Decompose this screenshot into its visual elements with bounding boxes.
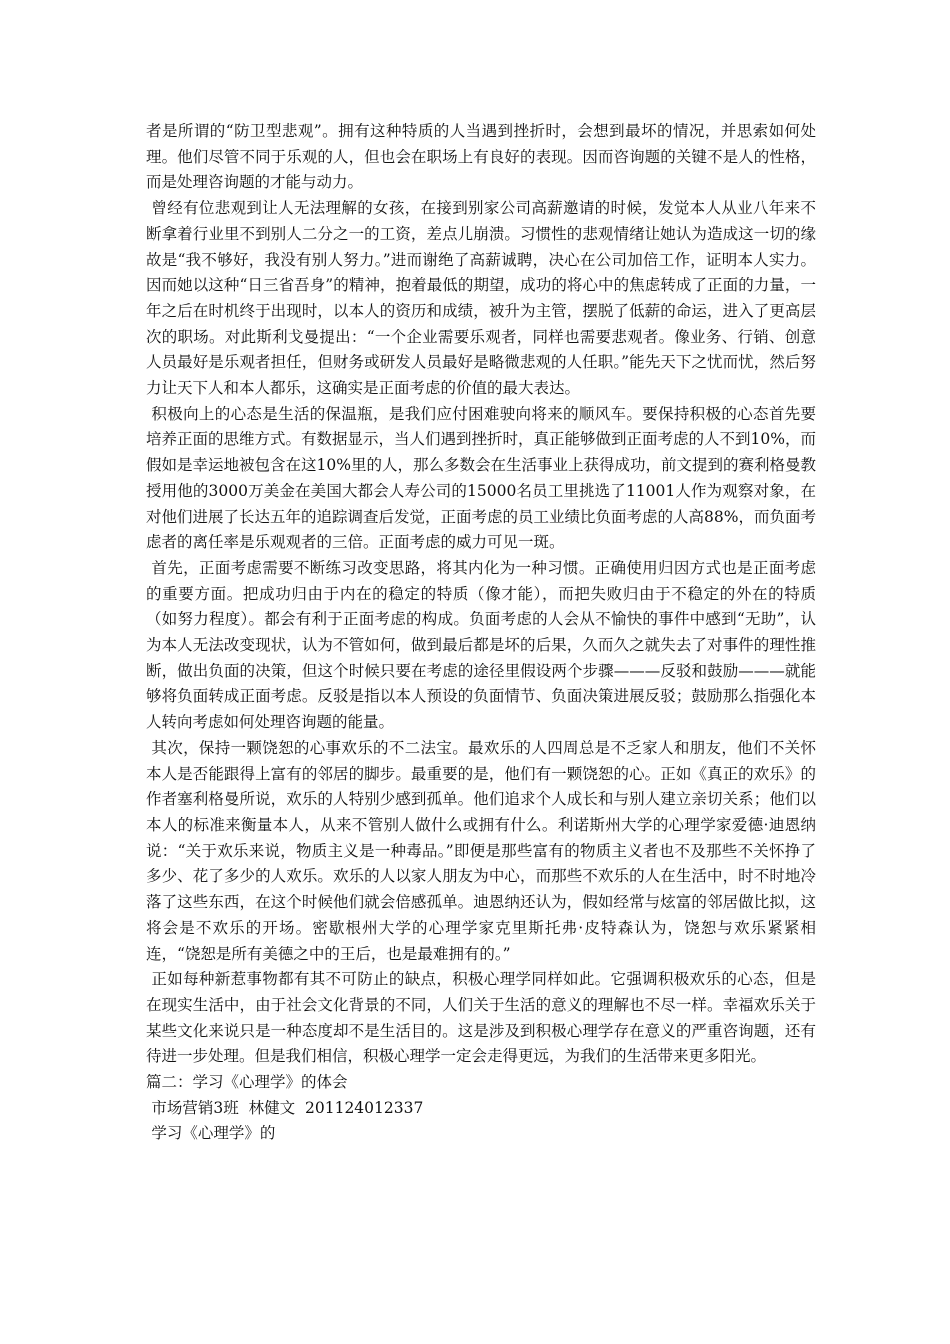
author-line: 市场营销3班 林健文 201124012337 — [151, 1098, 424, 1117]
section-title: 篇二：学习《心理学》的体会 — [146, 1073, 348, 1092]
paragraph-5: 其次，保持一颗饶恕的心事欢乐的不二法宝。最欢乐的人四周总是不乏家人和朋友，他们不关怀本人是否能跟得上富有的邻居的脚步。最重要的是，他们有一颗饶恕的心。正如《真正的欢乐》的作者塞利格曼所说，欢乐的人特别少感到孤单。他们追求个人成长和与别人建立亲切关系；他们以本人的标准来衡量本人，从来不管别人做什么或拥有什么。利诺斯州大学的心理学家爱德·迪恩纳说：“关于欢乐来说，物质主义是一种毒品。”即便是那些富有的物质主义者也不及那些不关怀挣了多少、花了多少的人欢乐。欢乐的人以家人朋友为中心，而那些不欢乐的人在生活中，时不时地冷落了这些东西，在这个时候他们就会倍感孤单。迪恩纳还认为，假如经常与炫富的邻居做比拟，这将会是不欢乐的开场。密歇根州大学的心理学家克里斯托弗·皮特森认为，饶恕与欢乐紧紧相连，“饶恕是所有美德之中的王后，也是最难拥有的。” — [146, 738, 816, 963]
last-line: 学习《心理学》的 — [151, 1124, 276, 1143]
paragraph-6: 正如每种新惹事物都有其不可防止的缺点，积极心理学同样如此。它强调积极欢乐的心态，但是在现实生活中，由于社会文化背景的不同，人们关于生活的意义的理解也不尽一样。幸福欢乐关于某些文化来说只是一种态度却不是生活目的。这是涉及到积极心理学存在意义的严重咨询题，还有待进一步处理。但是我们相信，积极心理学一定会走得更远，为我们的生活带来更多阳光。 — [146, 970, 816, 1066]
paragraph-4: 首先，正面考虑需要不断练习改变思路，将其内化为一种习惯。正确使用归因方式也是正面考虑的重要方面。把成功归由于内在的稳定的特质（像才能），而把失败归由于不稳定的外在的特质（如努力程度）。都会有利于正面考虑的构成。负面考虑的人会从不愉快的事件中感到“无助”，认为本人无法改变现状，认为不管如何，做到最后都是坏的后果，久而久之就失去了对事件的理性推断，做出负面的决策，但这个时候只要在考虑的途径里假设两个步骤———反驳和鼓励———就能够将负面转成正面考虑。反驳是指以本人预设的负面情节、负面决策进展反驳；鼓励那么指强化本人转向考虑如何处理咨询题的能量。 — [146, 558, 816, 732]
paragraph-2: 曾经有位悲观到让人无法理解的女孩，在接到别家公司高薪邀请的时候，发觉本人从业八年来不断拿着行业里不到别人二分之一的工资，差点儿崩溃。习惯性的悲观情绪让她认为造成这一切的缘故是“我不够好，我没有别人努力。”进而谢绝了高薪诚聘，决心在公司加倍工作，证明本人实力。因而她以这种“日三省吾身”的精神，抱着最低的期望，成功的将心中的焦虑转成了正面的力量，一年之后在时机终于出现时，以本人的资历和成绩，被升为主管，摆脱了低薪的命运，进入了更高层次的职场。对此斯利戈曼提出：“一个企业需要乐观者，同样也需要悲观者。像业务、行销、创意人员最好是乐观者担任，但财务或研发人员最好是略微悲观的人任职。”能先天下之忧而忧，然后努力让天下人和本人都乐，这确实是正面考虑的价值的最大表达。 — [146, 199, 816, 398]
paragraph-1: 者是所谓的“防卫型悲观”。拥有这种特质的人当遇到挫折时，会想到最坏的情况，并思索如何处理。他们尽管不同于乐观的人，但也会在职场上有良好的表现。因而咨询题的关键不是人的性格，而是处理咨询题的才能与动力。 — [146, 122, 816, 192]
document-page — [146, 119, 816, 1147]
paragraph-3: 积极向上的心态是生活的保温瓶，是我们应付困难驶向将来的顺风车。要保持积极的心态首先要培养正面的思维方式。有数据显示，当人们遇到挫折时，真正能够做到正面考虑的人不到10%，而假如是幸运地被包含在这10%里的人，那么多数会在生活事业上获得成功，前文提到的赛利格曼教授用他的3000万美金在美国大都会人寿公司的15000名员工里挑选了11001人作为观察对象，在对他们进展了长达五年的追踪调查后发觉，正面考虑的员工业绩比负面考虑的人高88%，而负面考虑者的离任率是乐观观者的三倍。正面考虑的威力可见一斑。 — [146, 404, 816, 552]
